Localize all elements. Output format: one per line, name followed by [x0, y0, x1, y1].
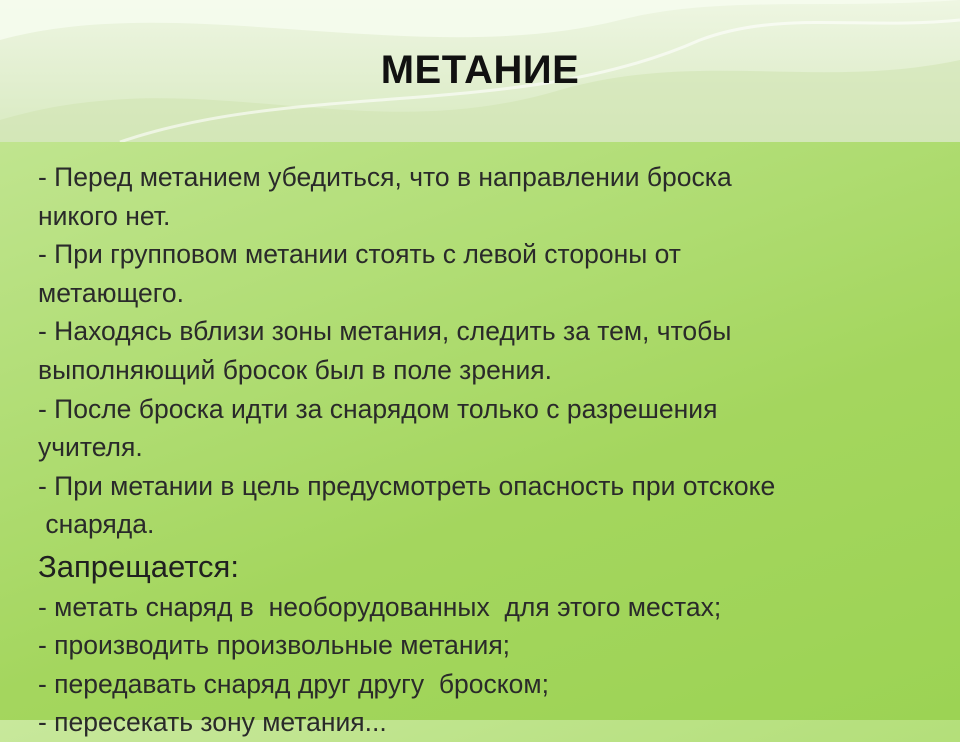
- slide-title: МЕТАНИЕ: [380, 48, 580, 92]
- title-banner: [0, 0, 960, 142]
- rule-line-1: - Перед метанием убедиться, что в направлении броска: [38, 162, 732, 192]
- forbidden-item-2: - производить произвольные метания;: [38, 630, 511, 661]
- rule-line-9: - При метании в цель предусмотреть опасность при отскоке: [38, 470, 776, 501]
- forbidden-item-4: - пересекать зону метания...: [38, 707, 387, 738]
- rule-line-10: снаряда.: [38, 509, 155, 540]
- rule-line-2: никого нет.: [38, 200, 171, 231]
- rule-line-7: - После броска идти за снарядом только с разрешения: [38, 393, 718, 424]
- rule-line-6: выполняющий бросок был в поле зрения.: [38, 354, 552, 385]
- forbidden-item-3: - передавать снаряд друг другу броском;: [38, 668, 549, 699]
- rule-line-4: метающего.: [38, 277, 184, 308]
- rule-line-8: учителя.: [38, 432, 143, 463]
- forbidden-item-1: - метать снаряд в необорудованных для этого местах;: [38, 591, 722, 622]
- rule-line-5: - Находясь вблизи зоны метания, следить за тем, чтобы: [38, 316, 732, 347]
- rule-line-3: - При групповом метании стоять с левой стороны от: [38, 239, 681, 270]
- slide-body: [38, 158, 938, 742]
- forbidden-heading: Запрещается:: [38, 548, 239, 584]
